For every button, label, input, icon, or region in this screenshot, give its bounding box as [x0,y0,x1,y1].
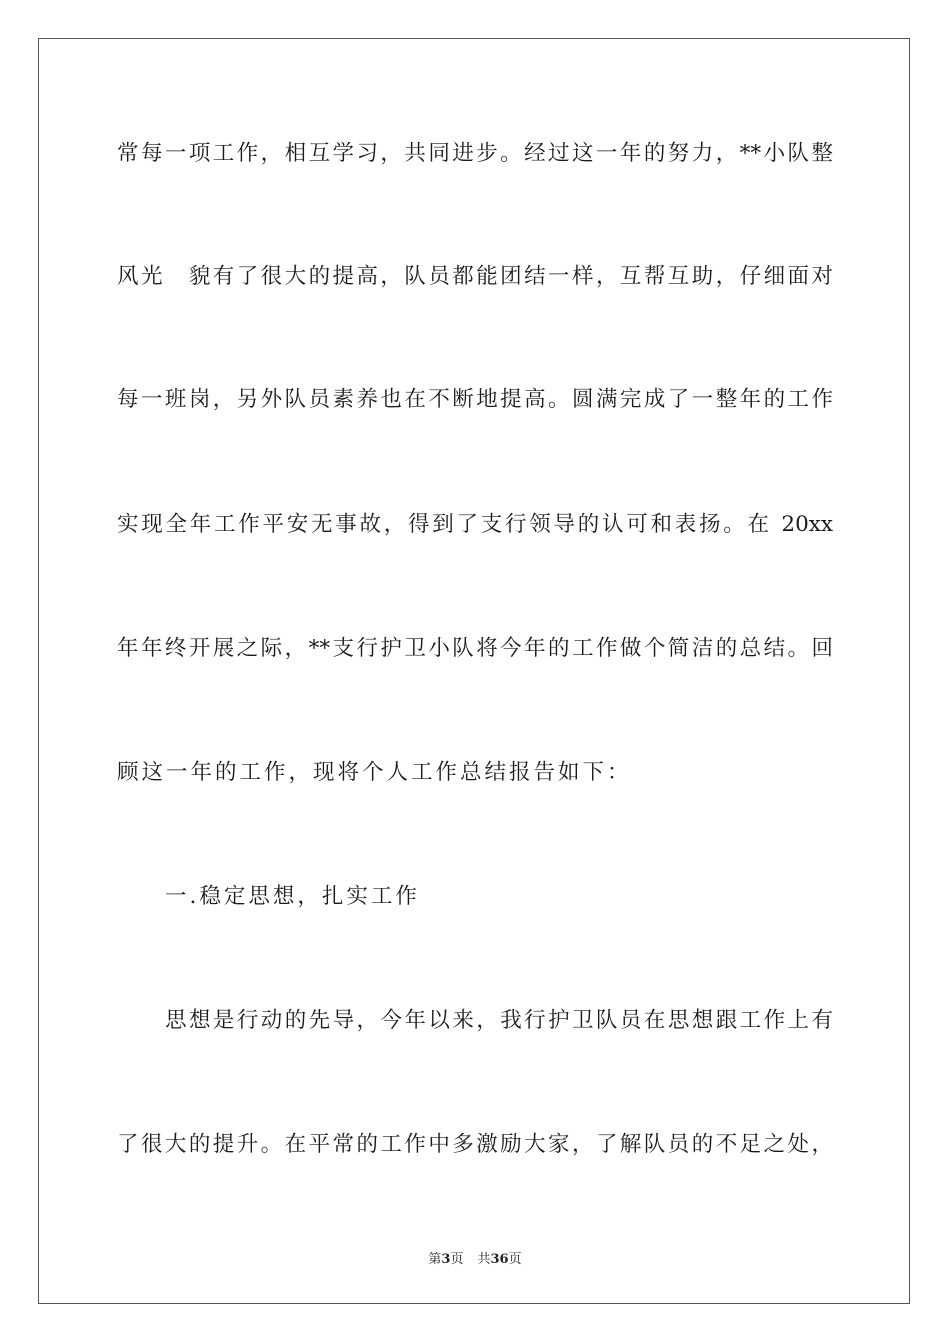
body-text-line: 了很大的提升。在平常的工作中多激励大家，了解队员的不足之处， [117,1132,833,1157]
page-suffix: 页 [450,1252,464,1267]
total-suffix: 页 [508,1252,522,1267]
page-prefix: 第 [428,1252,442,1267]
body-text-line: 年年终开展之际，**支行护卫小队将今年的工作做个简洁的总结。回 [117,636,833,661]
body-text-line: 思想是行动的先导，今年以来，我行护卫队员在思想跟工作上有 [165,1008,833,1033]
total-pages: 36 [490,1252,509,1267]
body-text-line: 每一班岗，另外队员素养也在不断地提高。圆满完成了一整年的工作 [117,387,833,412]
section-heading: 一.稳定思想，扎实工作 [165,884,420,909]
page-number: 3 [441,1252,451,1267]
total-prefix: 共 [477,1252,491,1267]
page-border [38,38,910,1304]
body-text-line: 风光 貌有了很大的提高，队员都能团结一样，互帮互助，仔细面对 [117,264,833,289]
body-text-line: 顾这一年的工作，现将个人工作总结报告如下： [117,760,632,785]
body-text-line: 常每一项工作，相互学习，共同进步。经过这一年的努力，**小队整 [117,141,833,166]
page-footer [0,1248,950,1267]
body-text-line: 实现全年工作平安无事故，得到了支行领导的认可和表扬。在 20xx [117,512,833,537]
